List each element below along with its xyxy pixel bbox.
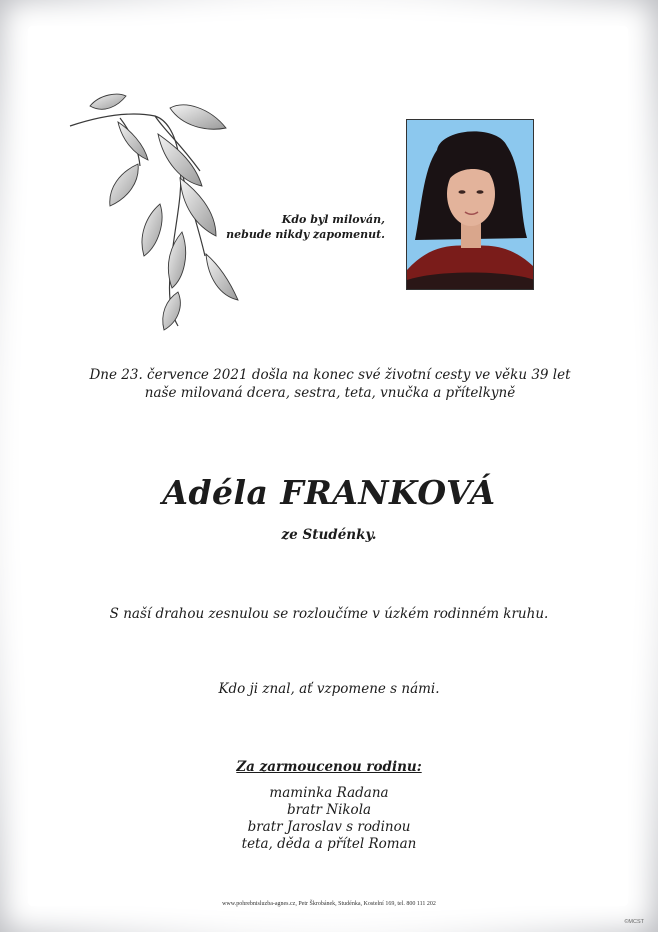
birch-branch-icon <box>60 86 250 336</box>
farewell-text: S naší drahou zesnulou se rozloučíme v úzkém rodinném kruhu. <box>109 606 549 622</box>
announcement-text <box>60 366 600 402</box>
deceased-origin: ze Studénky. <box>281 527 377 543</box>
funeral-service-footer: www.pohrebnisluzba-agnes.cz, Petr Škrobánek, Studénka, Kostelní 169, tel. 800 111 202 <box>222 901 436 907</box>
family-member: bratr Nikola <box>286 802 372 818</box>
portrait-photo <box>406 119 534 290</box>
announcement-line-2: naše milovaná dcera, sestra, teta, vnučka a přítelkyně <box>144 385 516 401</box>
family-member: maminka Radana <box>269 785 389 801</box>
family-heading: Za zarmoucenou rodinu: <box>236 759 422 775</box>
remembrance-text: Kdo ji znal, ať vzpomene s námi. <box>218 681 440 697</box>
deceased-name: Adéla FRANKOVÁ <box>162 473 496 512</box>
family-list <box>0 785 658 853</box>
corner-mark: ©MCST <box>624 919 644 925</box>
motto <box>215 212 385 242</box>
announcement-line-1: Dne 23. července 2021 došla na konec své životní cesty ve věku 39 let <box>89 367 571 383</box>
family-member: teta, děda a přítel Roman <box>241 836 417 852</box>
family-member: bratr Jaroslav s rodinou <box>247 819 411 835</box>
motto-line-1: Kdo byl milován, <box>281 213 385 226</box>
motto-line-2: nebude nikdy zapomenut. <box>226 228 385 241</box>
